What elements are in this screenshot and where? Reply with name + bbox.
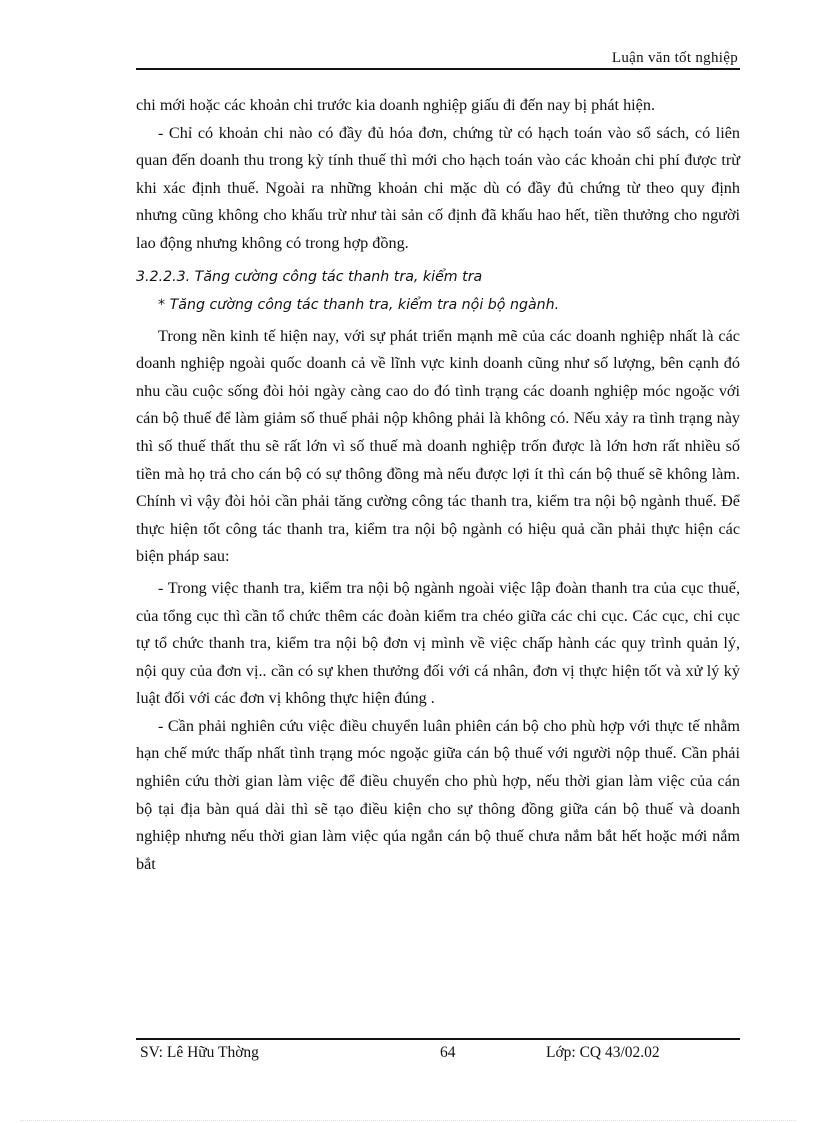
sub-heading: * Tăng cường công tác thanh tra, kiểm tra nội bộ ngành. bbox=[158, 296, 560, 313]
header-title: Luận văn tốt nghiệp bbox=[611, 50, 738, 66]
header-rule bbox=[136, 68, 740, 70]
paragraph-3: Trong nền kinh tế hiện nay, với sự phát triển mạnh mẽ của các doanh nghiệp nhất là các doanh nghiệp ngoài quốc doanh cả về lĩnh vực kinh doanh cũng như số lượng, bên cạnh đó nhu cầu cuộc sống đòi hỏi ngày càng cao do đó tình trạng các doanh nghiệp móc ngoặc với cán bộ thuế để làm giảm số thuế phải nộp không phải là không có. Nếu xảy ra tình trạng này thì số thuế thất thu sẽ rất lớn vì số thuế mà doanh nghiệp trốn được là lớn hơn rất nhiều số tiền mà họ trả cho cán bộ có sự thông đồng mà nếu được lợi ít thì cán bộ thuế sẽ không làm. Chính vì vậy đòi hỏi cần phải tăng cường công tác thanh tra, kiểm tra nội bộ ngành thuế. Để thực hiện tốt công tác thanh tra, kiểm tra nội bộ ngành có hiệu quả cần phải thực hiện các biện pháp sau: bbox=[136, 326, 740, 566]
paragraph-2: - Chỉ có khoản chi nào có đầy đủ hóa đơn, chứng từ có hạch toán vào sổ sách, có liên quan đến doanh thu trong kỳ tính thuế thì mới cho hạch toán vào các khoản chi phí được trừ khi xác định thuế. Ngoài ra những khoản chi mặc dù có đầy đủ chứng từ theo quy định nhưng cũng không cho khấu trừ như tài sản cố định đã khấu hao hết, tiền thưởng cho người lao động nhưng không có trong hợp đồng. bbox=[136, 123, 740, 252]
paragraph-1: chi mới hoặc các khoản chi trước kia doanh nghiệp giấu đi đến nay bị phát hiện. bbox=[136, 96, 656, 114]
paragraph-4: - Trong việc thanh tra, kiểm tra nội bộ ngành ngoài việc lập đoàn thanh tra của cục thuế, của tổng cục thì cần tổ chức thêm các đoàn kiểm tra chéo giữa các chi cục. Các cục, chi cục tự tổ chức thanh tra, kiểm tra nội bộ đơn vị mình về việc chấp hành các quy trình quản lý, nội quy của đơn vị.. cần có sự khen thưởng đối với cá nhân, đơn vị thực hiện tốt và xử lý kỷ luật đối với các đơn vị không thực hiện đúng . bbox=[136, 578, 740, 708]
section-heading: 3.2.2.3. Tăng cường công tác thanh tra, kiểm tra bbox=[136, 268, 483, 285]
body-text bbox=[136, 92, 740, 878]
page-edge-divider bbox=[20, 1120, 796, 1121]
footer-page-number: 64 bbox=[440, 1044, 456, 1061]
footer-student: SV: Lê Hữu Thờng bbox=[140, 1044, 259, 1061]
footer-class: Lớp: CQ 43/02.02 bbox=[546, 1044, 660, 1061]
footer-rule bbox=[136, 1038, 740, 1040]
paragraph-5: - Cần phải nghiên cứu việc điều chuyển luân phiên cán bộ cho phù hợp với thực tế nhằm hạn chế mức thấp nhất tình trạng móc ngoặc giữa cán bộ thuế với người nộp thuế. Cần phải nghiên cứu thời gian làm việc để điều chuyển cho phù hợp, nếu thời gian làm việc của cán bộ tại địa bàn quá dài thì sẽ tạo điều kiện cho sự thông đồng giữa cán bộ thuế và doanh nghiệp nhưng nếu thời gian làm việc qúa ngắn cán bộ thuế chưa nắm bắt hết hoặc mới nắm bắt bbox=[136, 716, 740, 873]
